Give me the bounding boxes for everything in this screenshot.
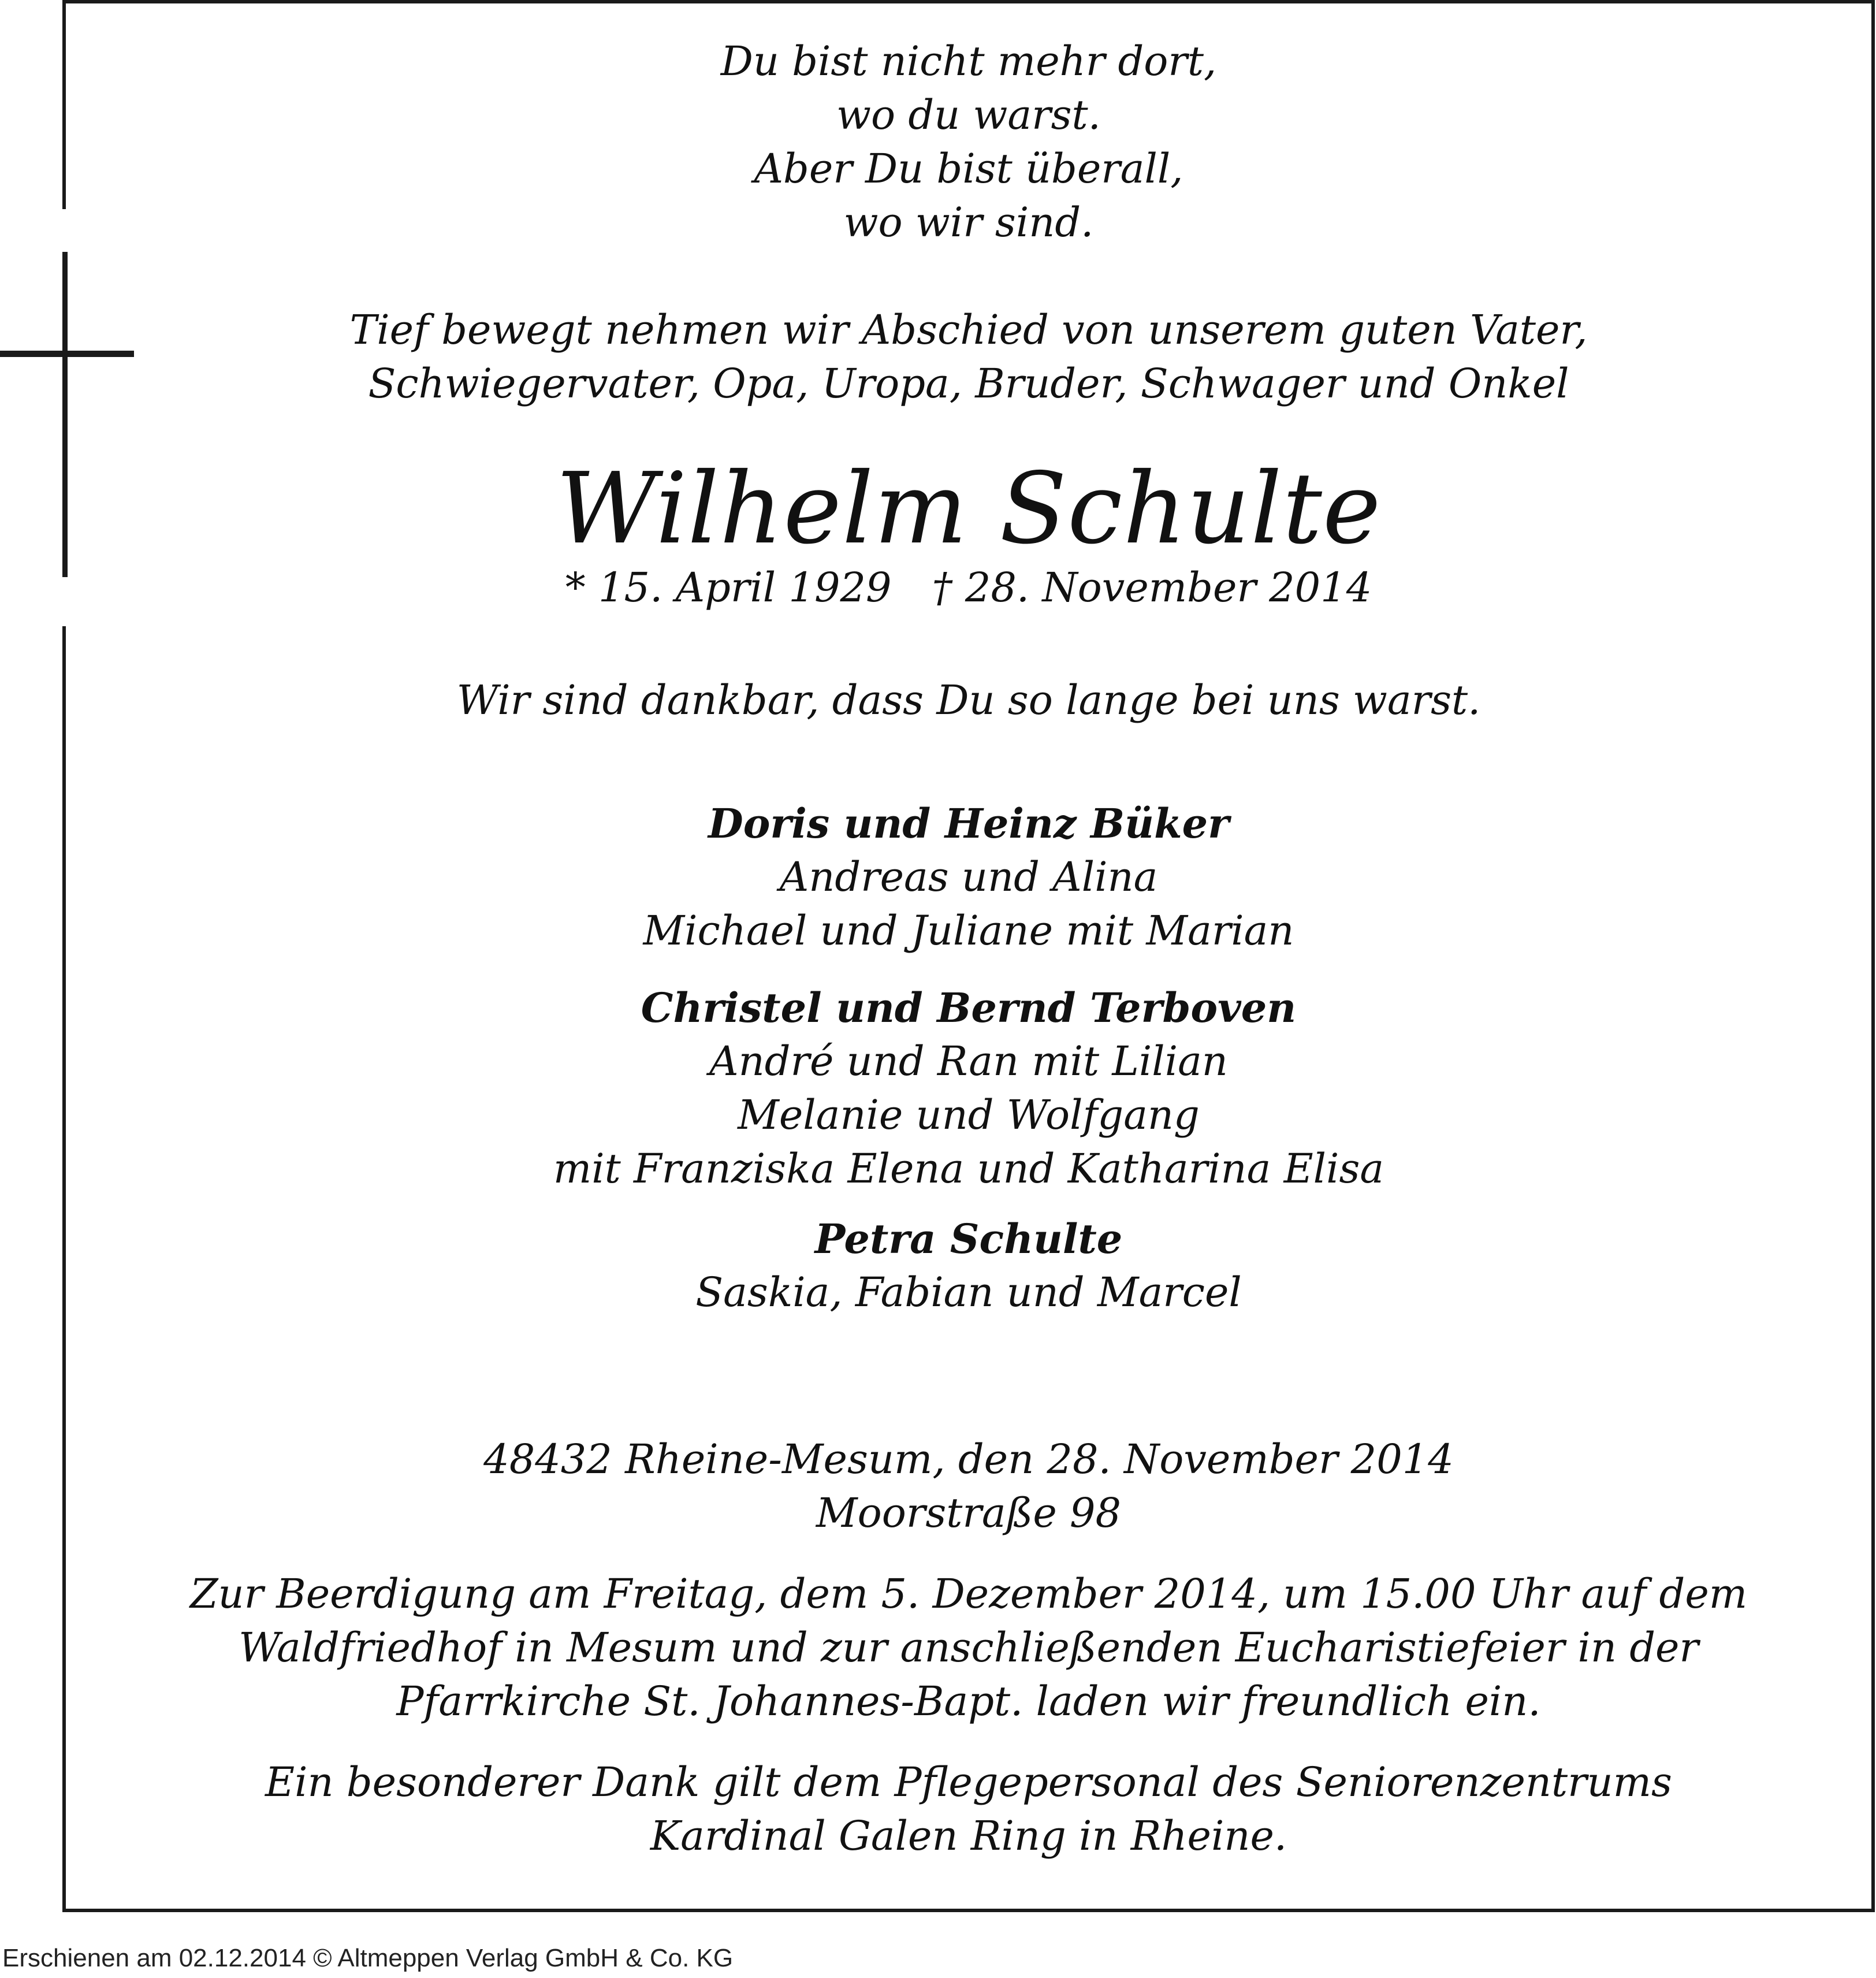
family-head: Petra Schulte [814,1215,1123,1263]
place-date: 48432 Rheine-Mesum, den 28. November 2014 [483,1436,1454,1483]
street: Moorstraße 98 [816,1489,1122,1537]
family-head: Christel und Bernd Terboven [641,984,1297,1032]
poem [66,35,1871,250]
funeral-line: Pfarrkirche St. Johannes-Bapt. laden wir freundlich ein. [396,1678,1541,1725]
family-group [66,1212,1871,1319]
poem-line: wo du warst. [836,91,1101,139]
family-member: Michael und Juliane mit Marian [643,907,1294,954]
thanks-line: Ein besonderer Dank gilt dem Pflegepersonal des Seniorenzentrums [265,1758,1672,1806]
border-right [1871,0,1875,1912]
poem-line: wo wir sind. [843,199,1094,246]
funeral-info [66,1567,1871,1728]
family-member: Saskia, Fabian und Marcel [695,1269,1242,1316]
family-member: Andreas und Alina [779,853,1158,901]
gratitude-line: Wir sind dankbar, dass Du so lange bei uns warst. [456,676,1481,724]
poem-line: Du bist nicht mehr dort, [720,38,1217,85]
birth-date: * 15. April 1929 [565,564,892,611]
intro-line: Tief bewegt nehmen wir Abschied von unserem guten Vater, [349,306,1588,354]
intro-line: Schwiegervater, Opa, Uropa, Bruder, Schwager und Onkel [368,360,1569,407]
address [66,1433,1871,1540]
obituary-content [66,35,1871,1863]
life-dates [66,561,1871,615]
intro [66,303,1871,411]
family-member: mit Franziska Elena und Katharina Elisa [553,1145,1384,1192]
family-head: Doris und Heinz Büker [708,800,1229,847]
poem-line: Aber Du bist überall, [754,145,1183,192]
thanks-note [66,1756,1871,1863]
border-bottom [62,1909,1875,1912]
deceased-name: Wilhelm Schulte [556,452,1382,566]
family-group [66,797,1871,958]
funeral-line: Zur Beerdigung am Freitag, dem 5. Dezember 2014, um 15.00 Uhr auf dem [189,1570,1748,1618]
family-member: Melanie und Wolfgang [738,1091,1200,1139]
death-date: † 28. November 2014 [932,564,1372,611]
publication-footer: Erschienen am 02.12.2014 © Altmeppen Verlag GmbH & Co. KG [2,1944,734,1972]
family-member: André und Ran mit Lilian [709,1038,1228,1085]
thanks-line: Kardinal Galen Ring in Rheine. [650,1812,1287,1860]
family-group [66,981,1871,1196]
border-top [62,0,1875,3]
funeral-line: Waldfriedhof in Mesum und zur anschließenden Eucharistiefeier in der [239,1624,1699,1671]
